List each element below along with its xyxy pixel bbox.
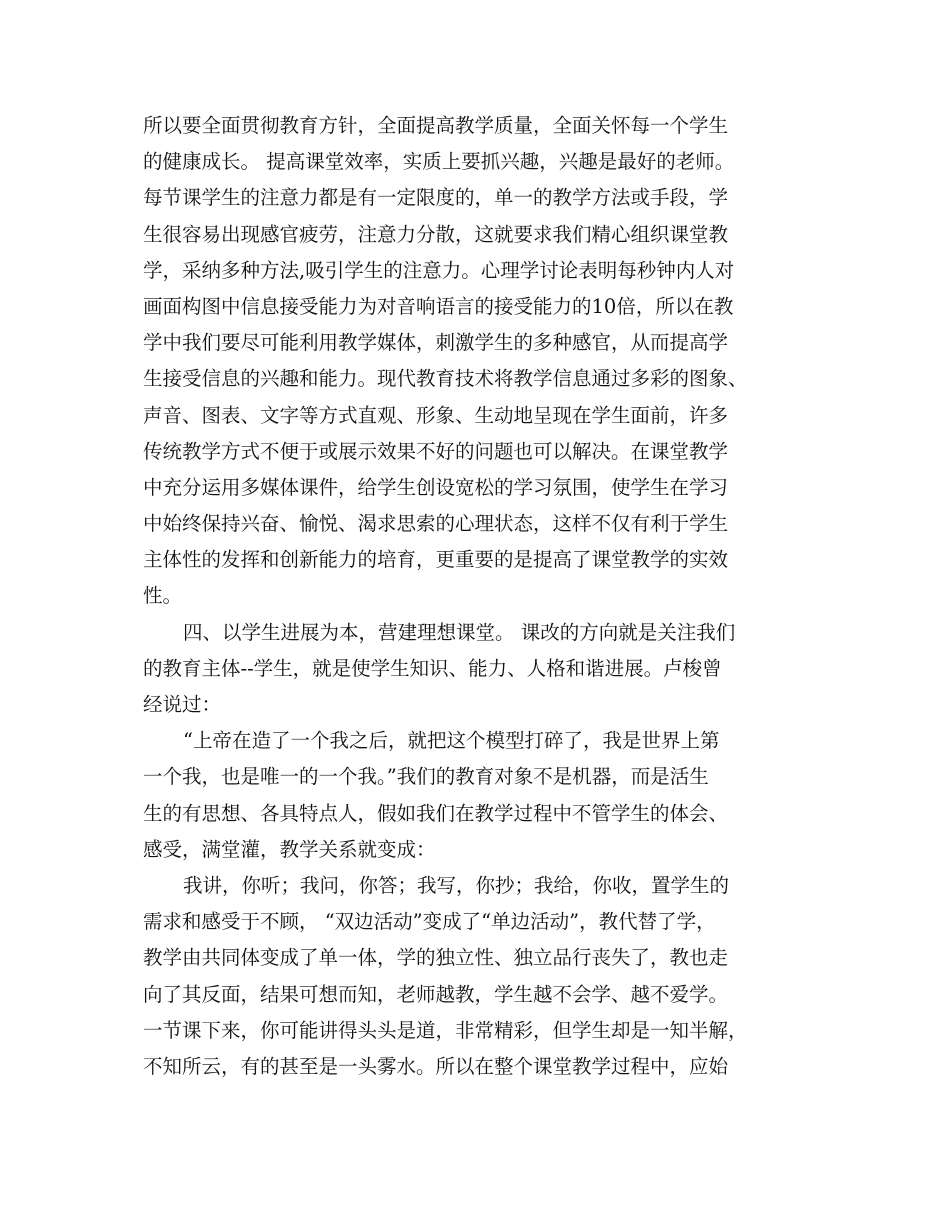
text-line: 一个我，也是唯一的一个我。”我们的教育对象不是机器，而是活生 bbox=[143, 765, 709, 789]
text-line: 所以要全面贯彻教育方针，全面提高教学质量，全面关怀每一个学生 bbox=[143, 114, 729, 137]
text-line: 中充分运用多媒体课件，给学生创设宽松的学习氛围，使学生在学习 bbox=[143, 475, 729, 499]
text-line: 性。 bbox=[143, 584, 183, 608]
text-line: 一节课下来，你可能讲得头头是道，非常精彩，但学生却是一知半解， bbox=[143, 1018, 748, 1042]
text-line: 学，采纳多种方法,吸引学生的注意力。心理学讨论表明每秒钟内人对 bbox=[143, 258, 735, 282]
text-line: 每节课学生的注意力都是有一定限度的，单一的教学方法或手段，学 bbox=[143, 186, 729, 210]
text-line: 学中我们要尽可能利用教学媒体，刺激学生的多种感官，从而提高学 bbox=[143, 331, 729, 355]
text-line: 画面构图中信息接受能力为对音响语言的接受能力的10倍，所以在教 bbox=[143, 294, 734, 318]
text-line: 中始终保持兴奋、愉悦、渴求思索的心理状态，这样不仅有利于学生 bbox=[143, 512, 729, 536]
text-line: 生很容易出现感官疲劳，注意力分散，这就要求我们精心组织课堂教 bbox=[143, 222, 729, 246]
text-line: 主体性的发挥和创新能力的培育，更重要的是提高了课堂教学的实效 bbox=[143, 548, 729, 572]
section-heading-line: 四、以学生进展为本，营建理想课堂。 课改的方向就是关注我们 bbox=[183, 620, 736, 644]
text-line: 向了其反面，结果可想而知，老师越教，学生越不会学、越不爱学。 bbox=[143, 982, 729, 1006]
text-line: 传统教学方式不便于或展示效果不好的问题也可以解决。在课堂教学 bbox=[143, 439, 729, 463]
paragraph-start-line: 我讲，你听；我问，你答；我写，你抄；我给，你收，置学生的 bbox=[183, 873, 730, 897]
text-line: 感受，满堂灌，教学关系就变成： bbox=[143, 837, 436, 861]
text-line: 教学由共同体变成了单一体，学的独立性、独立品行丧失了，教也走 bbox=[143, 946, 729, 970]
body-text bbox=[143, 108, 823, 1085]
text-line: 经说过： bbox=[143, 693, 222, 716]
text-line: 需求和感受于不顾， “双边活动”变成了“单边活动”，教代替了学， bbox=[143, 910, 716, 934]
quote-line: “上帝在造了一个我之后，就把这个模型打碎了，我是世界上第 bbox=[183, 729, 720, 753]
text-line: 声音、图表、文字等方式直观、形象、生动地呈现在学生面前，许多 bbox=[143, 403, 729, 427]
text-line: 的教育主体--学生，就是使学生知识、能力、人格和谐进展。卢梭曾 bbox=[143, 656, 722, 680]
text-line: 生接受信息的兴趣和能力。现代教育技术将教学信息通过多彩的图象、 bbox=[143, 367, 748, 391]
text-line: 生的有思想、各具特点人，假如我们在教学过程中不管学生的体会、 bbox=[143, 801, 729, 825]
text-line: 的健康成长。 提高课堂效率，实质上要抓兴趣，兴趣是最好的老师。 bbox=[143, 150, 735, 174]
text-line: 不知所云，有的甚至是一头雾水。所以在整个课堂教学过程中，应始 bbox=[143, 1054, 729, 1078]
